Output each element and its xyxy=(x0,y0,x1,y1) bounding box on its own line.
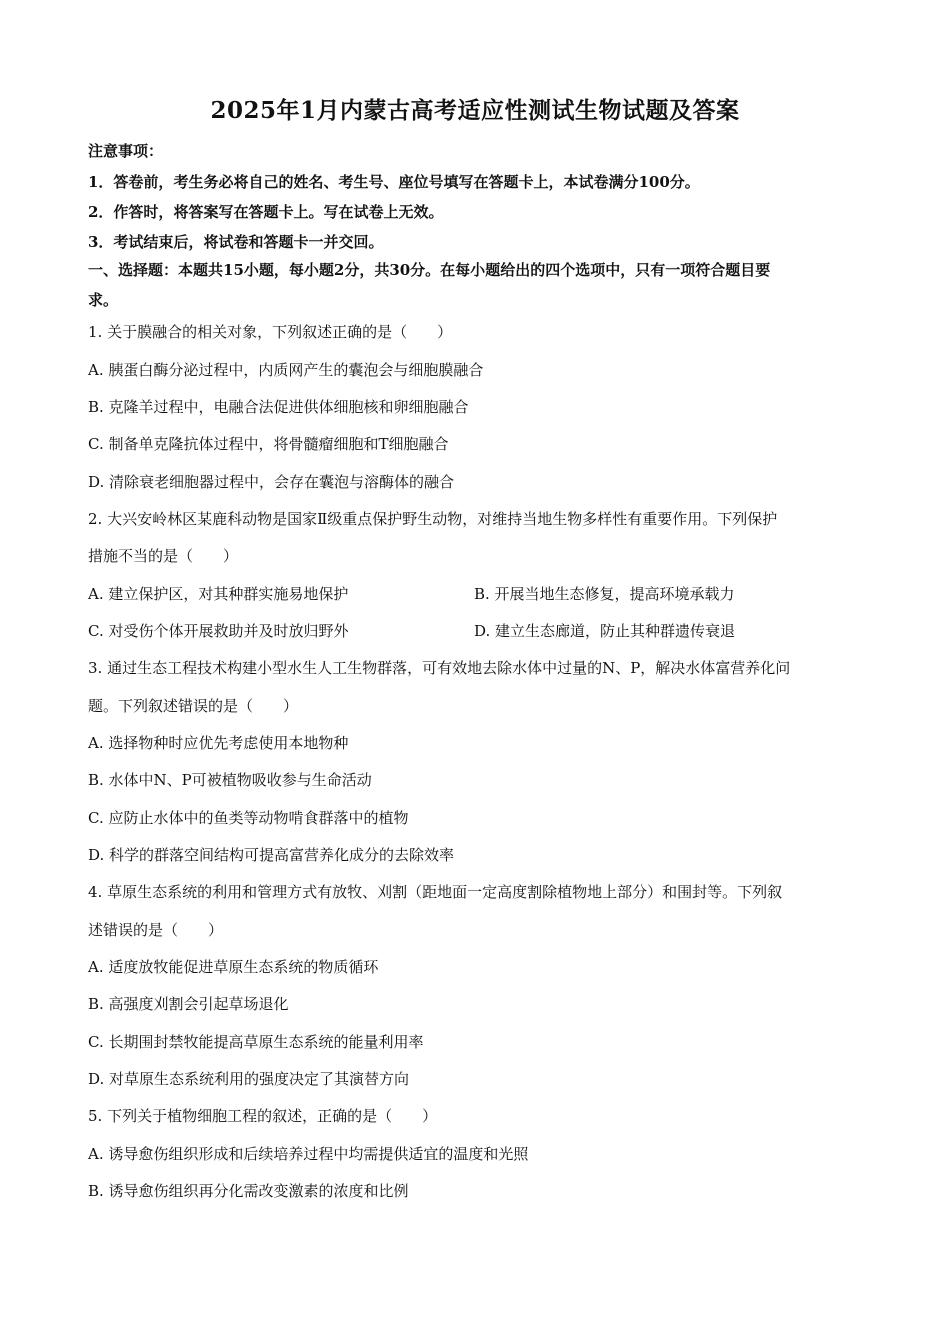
option-a: A. 选择物种时应优先考虑使用本地物种 xyxy=(88,734,349,752)
question-stem-cont: 题。下列叙述错误的是（ ） xyxy=(88,697,299,715)
option-c: C. 制备单克隆抗体过程中，将骨髓瘤细胞和T细胞融合 xyxy=(88,435,449,453)
notice-item: 1．答卷前，考生务必将自己的姓名、考生号、座位号填写在答题卡上，本试卷满分100分。 xyxy=(88,173,700,191)
option-d: D. 建立生态廊道，防止其种群遗传衰退 xyxy=(474,622,736,640)
question-stem: 4. 草原生态系统的利用和管理方式有放牧、刈割（距地面一定高度割除植物地上部分）和围封等。下列叙 xyxy=(88,883,783,901)
option-d: D. 科学的群落空间结构可提高富营养化成分的去除效率 xyxy=(88,846,455,864)
option-a: A. 诱导愈伤组织形成和后续培养过程中均需提供适宜的温度和光照 xyxy=(88,1145,529,1163)
option-a: A. 建立保护区，对其种群实施易地保护 xyxy=(88,585,349,603)
option-b: B. 诱导愈伤组织再分化需改变激素的浓度和比例 xyxy=(88,1182,409,1200)
question-stem-cont: 措施不当的是（ ） xyxy=(88,547,239,565)
question-stem-cont: 述错误的是（ ） xyxy=(88,921,224,939)
option-b: B. 高强度刈割会引起草场退化 xyxy=(88,995,289,1013)
option-b: B. 开展当地生态修复，提高环境承载力 xyxy=(474,585,735,603)
option-c: C. 应防止水体中的鱼类等动物啃食群落中的植物 xyxy=(88,809,409,827)
option-d: D. 清除衰老细胞器过程中，会存在囊泡与溶酶体的融合 xyxy=(88,473,455,491)
question-stem: 3. 通过生态工程技术构建小型水生人工生物群落，可有效地去除水体中过量的N、P，解决水体富营养化问 xyxy=(88,659,791,677)
notice-item: 3．考试结束后，将试卷和答题卡一并交回。 xyxy=(88,233,384,251)
option-c: C. 长期围封禁牧能提高草原生态系统的能量利用率 xyxy=(88,1033,424,1051)
option-a: A. 胰蛋白酶分泌过程中，内质网产生的囊泡会与细胞膜融合 xyxy=(88,361,484,379)
question-stem: 1. 关于膜融合的相关对象，下列叙述正确的是（ ） xyxy=(88,323,453,341)
section-heading-cont: 求。 xyxy=(88,291,119,309)
section-heading: 一、选择题：本题共15小题，每小题2分，共30分。在每小题给出的四个选项中，只有一项符合题目要 xyxy=(88,261,771,279)
notice-item: 2．作答时，将答案写在答题卡上。写在试卷上无效。 xyxy=(88,203,444,221)
question-stem: 2. 大兴安岭林区某鹿科动物是国家Ⅱ级重点保护野生动物，对维持当地生物多样性有重要作用。下列保护 xyxy=(88,510,778,528)
option-b: B. 水体中N、P可被植物吸收参与生命活动 xyxy=(88,771,372,789)
notice-heading: 注意事项： xyxy=(88,142,164,160)
option-d: D. 对草原生态系统利用的强度决定了其演替方向 xyxy=(88,1070,410,1088)
question-stem: 5. 下列关于植物细胞工程的叙述，正确的是（ ） xyxy=(88,1107,438,1125)
option-b: B. 克隆羊过程中，电融合法促进供体细胞核和卵细胞融合 xyxy=(88,398,469,416)
page-title: 2025年1月内蒙古高考适应性测试生物试题及答案 xyxy=(210,97,740,124)
option-c: C. 对受伤个体开展救助并及时放归野外 xyxy=(88,622,349,640)
option-a: A. 适度放牧能促进草原生态系统的物质循环 xyxy=(88,958,379,976)
